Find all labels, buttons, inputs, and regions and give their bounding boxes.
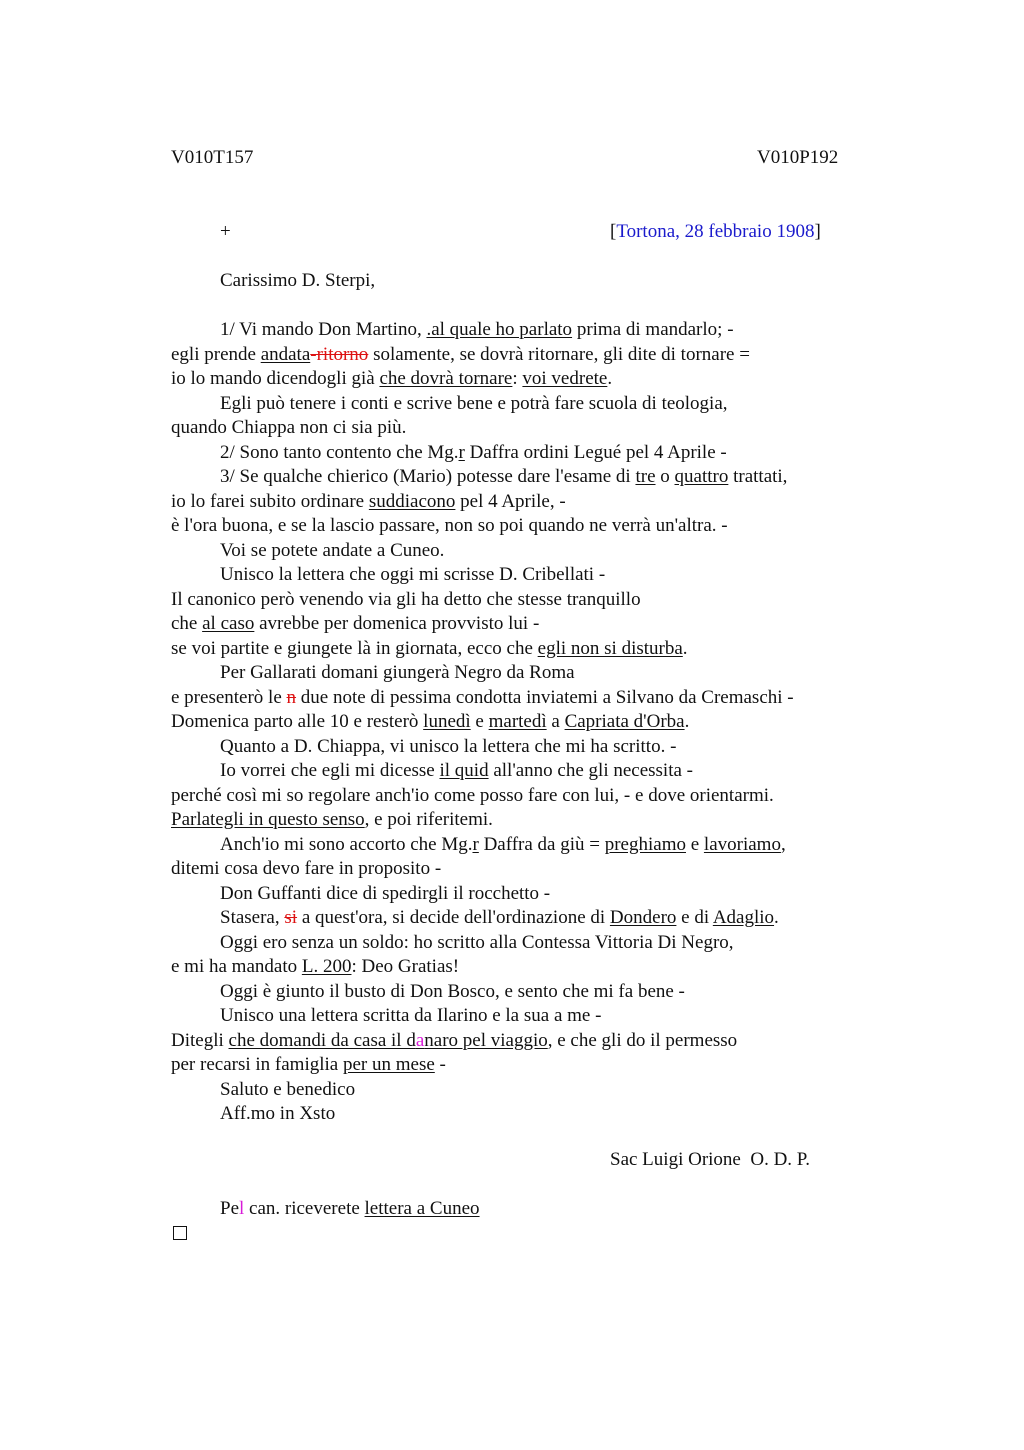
text-line: e mi ha mandato L. 200: Deo Gratias! (171, 956, 460, 977)
text-line: perché così mi so regolare anch'io come posso fare con lui, - e dove orientarmi. (171, 784, 774, 806)
document-code-left: V010T157 (171, 147, 254, 168)
text-line: 2/ Sono tanto contento che Mg.r Daffra ordini Legué pel 4 Aprile - (220, 441, 727, 463)
text-line: Unisco una lettera scritta da Ilarino e la sua a me - (220, 1005, 602, 1026)
text-line: quando Chiappa non ci sia più. (171, 417, 407, 438)
closing-line: Saluto e benedico (220, 1078, 356, 1100)
text-line: Ditegli che domandi da casa il danaro pel viaggio, e che gli do il permesso (171, 1029, 738, 1051)
letter-date: [Tortona, 28 febbraio 1908] (610, 221, 821, 242)
document-code-right: V010P192 (757, 147, 839, 168)
text-line: 3/ Se qualche chierico (Mario) potesse dare l'esame di tre o quattro trattati, (220, 466, 788, 487)
text-line: Oggi ero senza un soldo: ho scritto alla Contessa Vittoria Di Negro, (220, 931, 734, 953)
text-line: Oggi è giunto il busto di Don Bosco, e sento che mi fa bene - (220, 980, 685, 1002)
text-line: Stasera, si a quest'ora, si decide dell'ordinazione di Dondero e di Adaglio. (220, 907, 779, 928)
signature: Sac Luigi Orione O. D. P. (610, 1149, 811, 1170)
text-line: ditemi cosa devo fare in proposito - (171, 858, 442, 879)
text-line: 1/ Vi mando Don Martino, .al quale ho parlato prima di mandarlo; - (220, 319, 734, 340)
text-line: Egli può tenere i conti e scrive bene e potrà fare scuola di teologia, (220, 392, 728, 414)
checkbox-square-icon (173, 1226, 187, 1240)
text-line: Io vorrei che egli mi dicesse il quid all'anno che gli necessita - (220, 760, 694, 781)
text-line: io lo mando dicendogli già che dovrà tornare: voi vedrete. (171, 368, 613, 389)
text-line: che al caso avrebbe per domenica provvisto lui - (171, 613, 540, 634)
text-line: Unisco la lettera che oggi mi scrisse D. Cribellati - (220, 564, 606, 585)
text-line: per recarsi in famiglia per un mese - (171, 1054, 446, 1075)
text-line: Il canonico però venendo via gli ha detto che stesse tranquillo (171, 588, 641, 610)
text-line: Anch'io mi sono accorto che Mg.r Daffra da giù = preghiamo e lavoriamo, (220, 833, 786, 855)
letter-body (171, 318, 871, 1127)
cross-mark: + (220, 221, 231, 242)
text-line: Voi se potete andate a Cuneo. (220, 539, 445, 561)
closing-line: Aff.mo in Xsto (220, 1103, 336, 1124)
text-line: è l'ora buona, e se la lascio passare, non so poi quando ne verrà un'altra. - (171, 515, 728, 536)
salutation: Carissimo D. Sterpi, (220, 270, 376, 291)
text-line: e presenterò le n due note di pessima condotta inviatemi a Silvano da Cremaschi - (171, 686, 794, 708)
text-line: Per Gallarati domani giungerà Negro da Roma (220, 662, 575, 683)
text-line: Domenica parto alle 10 e resterò lunedì e martedì a Capriata d'Orba. (171, 711, 690, 732)
text-line: se voi partite e giungete là in giornata, ecco che egli non si disturba. (171, 637, 688, 659)
text-line: io lo farei subito ordinare suddiacono pel 4 Aprile, - (171, 490, 566, 512)
text-line: egli prende andata-ritorno solamente, se dovrà ritornare, gli dite di tornare = (171, 343, 750, 365)
text-line: Don Guffanti dice di spedirgli il rocchetto - (220, 882, 551, 904)
text-line: Quanto a D. Chiappa, vi unisco la lettera che mi ha scritto. - (220, 735, 677, 757)
text-line: Parlategli in questo senso, e poi riferitemi. (171, 809, 493, 830)
postscript: Pel can. riceverete lettera a Cuneo (220, 1198, 480, 1219)
